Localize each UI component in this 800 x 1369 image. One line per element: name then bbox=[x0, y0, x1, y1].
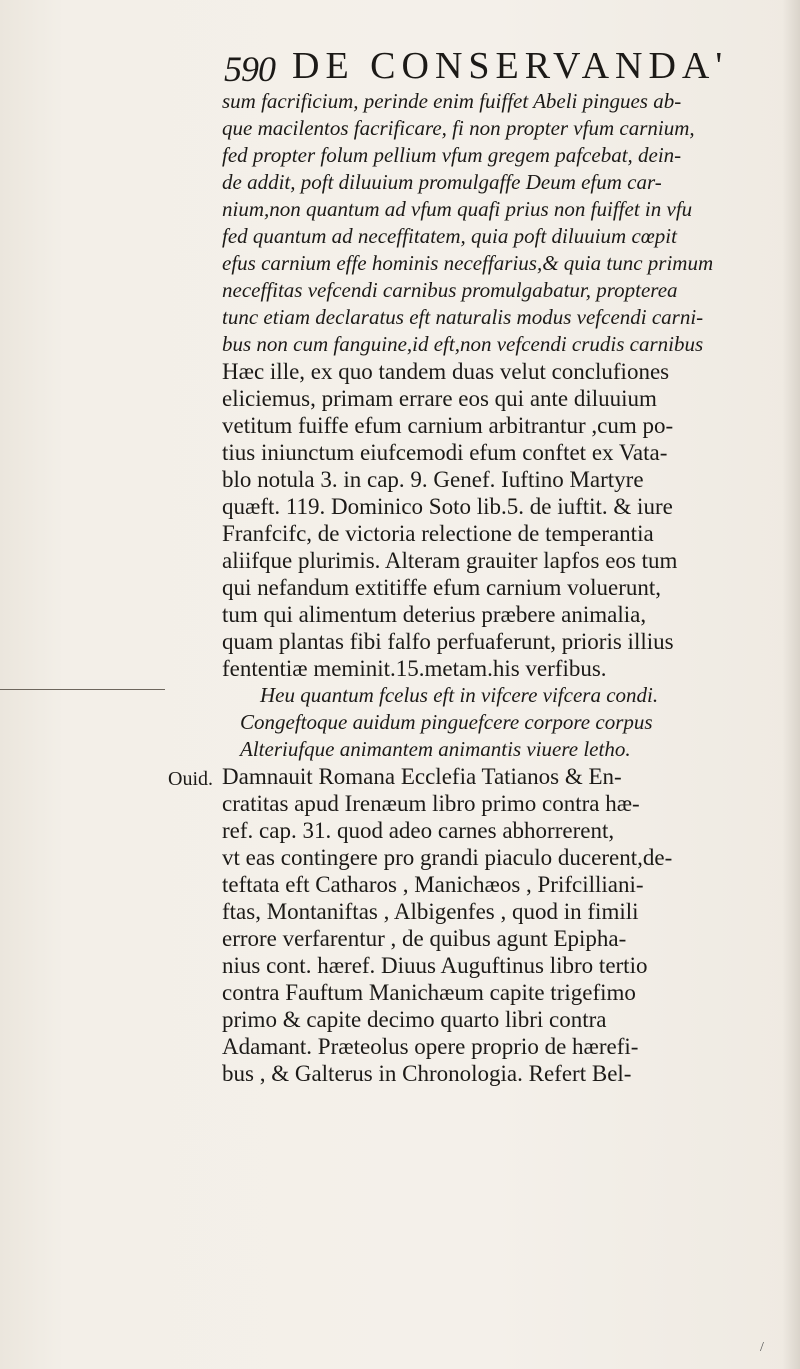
text-line: contra Fauftum Manichæum capite trigefimo bbox=[222, 980, 636, 1005]
text-line: cratitas apud Irenæum libro primo contra hæ- bbox=[222, 791, 640, 816]
text-line: teftata eft Catharos , Manichæos , Prifcilliani- bbox=[222, 872, 644, 897]
text-line: que macilentos facrificare, fi non propter vfum carnium, bbox=[222, 116, 695, 140]
text-line: ftas, Montaniftas , Albigenfes , quod in fimili bbox=[222, 899, 639, 924]
text-line: fed quantum ad neceffitatem, quia poft diluuium cœpit bbox=[222, 224, 677, 248]
text-line: Hæc ille, ex quo tandem duas velut conclufiones bbox=[222, 359, 670, 384]
verse-line: Heu quantum fcelus eft in vifcere vifcera condi. bbox=[260, 683, 659, 707]
body-text bbox=[222, 88, 770, 1087]
text-line: tunc etiam declaratus eft naturalis modus vefcendi carni- bbox=[222, 305, 704, 329]
text-line: nius cont. hæref. Diuus Auguftinus libro tertio bbox=[222, 953, 648, 978]
page-header bbox=[224, 42, 744, 92]
text-line: vt eas contingere pro grandi piaculo ducerent,de- bbox=[222, 845, 673, 870]
margin-rule bbox=[0, 689, 165, 690]
text-line: eliciemus, primam errare eos qui ante diluuium bbox=[222, 386, 657, 411]
text-line: quam plantas fibi falfo perfuaferunt, prioris illius bbox=[222, 629, 674, 654]
text-line: Adamant. Præteolus opere proprio de hærefi- bbox=[222, 1034, 639, 1059]
page-number: 590 bbox=[224, 49, 275, 89]
text-line: fed propter folum pellium vfum gregem pafcebat, dein- bbox=[222, 143, 682, 167]
text-line: qui nefandum extitiffe efum carnium voluerunt, bbox=[222, 575, 661, 600]
text-line: efus carnium effe hominis neceffarius,& quia tunc primum bbox=[222, 251, 714, 275]
text-line: de addit, poft diluuium promulgaffe Deum efum car- bbox=[222, 170, 662, 194]
text-line: vetitum fuiffe efum carnium arbitrantur ,cum po- bbox=[222, 413, 674, 438]
text-line: tum qui alimentum deterius præbere animalia, bbox=[222, 602, 647, 627]
running-title: DE CONSERVANDA' bbox=[292, 45, 729, 87]
text-line: Franfcifc, de victoria relectione de temperantia bbox=[222, 521, 654, 546]
text-line: fententiæ meminit.15.metam.his verfibus. bbox=[222, 656, 607, 681]
text-line: errore verfarentur , de quibus agunt Epipha- bbox=[222, 926, 627, 951]
verse-line: Alteriufque animantem animantis viuere letho. bbox=[240, 737, 631, 761]
text-line: primo & capite decimo quarto libri contra bbox=[222, 1007, 607, 1032]
margin-note: Ouid. bbox=[168, 768, 213, 790]
text-line: quæft. 119. Dominico Soto lib.5. de iuftit. & iure bbox=[222, 494, 673, 519]
text-line: neceffitas vefcendi carnibus promulgabatur, propterea bbox=[222, 278, 678, 302]
stray-ink-mark: / bbox=[760, 1340, 764, 1355]
text-line: Damnauit Romana Ecclefia Tatianos & En- bbox=[222, 764, 622, 789]
text-line: bus , & Galterus in Chronologia. Refert Bel- bbox=[222, 1061, 632, 1086]
page-gutter-shadow bbox=[782, 0, 800, 1369]
text-line: sum facrificium, perinde enim fuiffet Abeli pingues ab- bbox=[222, 89, 682, 113]
verse-line: Congeftoque auidum pinguefcere corpore corpus bbox=[240, 710, 653, 734]
text-line: ref. cap. 31. quod adeo carnes abhorrerent, bbox=[222, 818, 615, 843]
text-line: tius iniunctum eiufcemodi efum conftet ex Vata- bbox=[222, 440, 668, 465]
text-line: aliifque plurimis. Alteram grauiter lapfos eos tum bbox=[222, 548, 678, 573]
text-line: nium,non quantum ad vfum quafi prius non fuiffet in vfu bbox=[222, 197, 693, 221]
text-line: bus non cum fanguine,id eft,non vefcendi crudis carnibus bbox=[222, 332, 704, 356]
text-line: blo notula 3. in cap. 9. Genef. Iuftino Martyre bbox=[222, 467, 644, 492]
